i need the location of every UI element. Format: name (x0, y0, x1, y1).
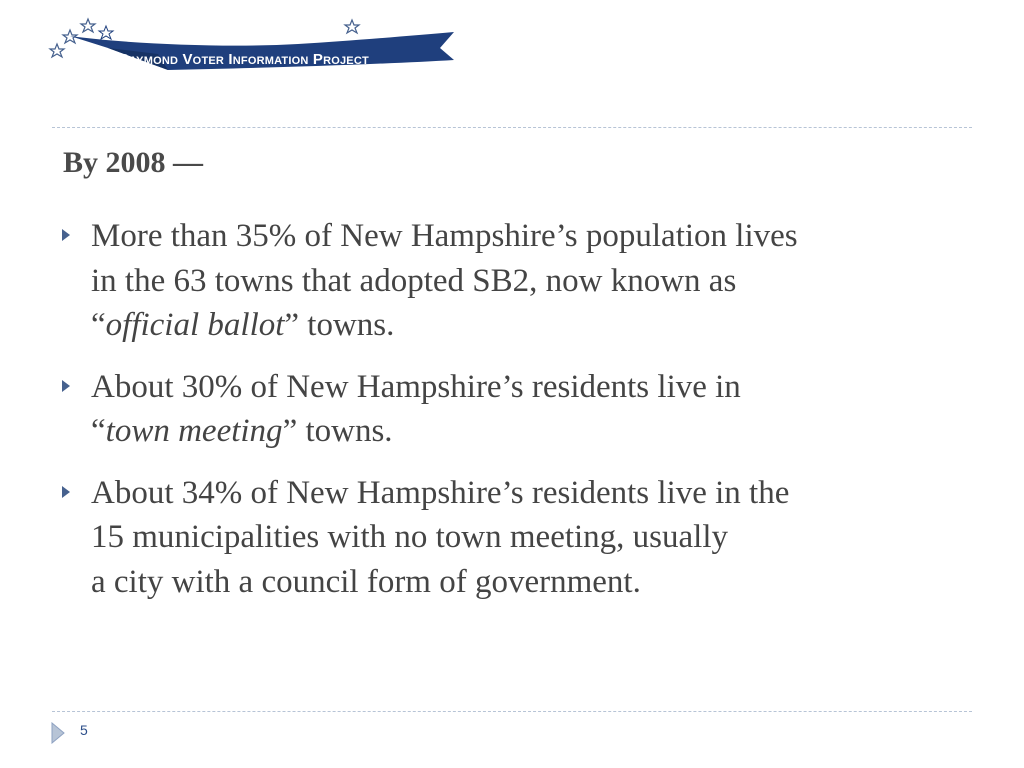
quote-close: ” towns. (284, 307, 395, 343)
list-item (62, 471, 982, 605)
list-item (62, 365, 982, 454)
logo-banner (48, 14, 458, 74)
star-icon (81, 19, 95, 32)
bullet-list (62, 214, 982, 621)
quote-close: ” towns. (282, 413, 393, 449)
bullet-line: 15 municipalities with no town meeting, usually (91, 519, 729, 555)
bullet-line: a city with a council form of government. (91, 563, 641, 600)
star-icon (345, 20, 359, 33)
bullet-line: More than 35% of New Hampshire’s population lives (91, 218, 798, 254)
bullet-arrow-icon (62, 229, 70, 241)
bullet-line: About 34% of New Hampshire’s residents live in the (91, 474, 790, 511)
top-divider (52, 127, 972, 128)
emphasis-text: town meeting (105, 413, 283, 449)
bullet-line: About 30% of New Hampshire’s residents live in (91, 368, 741, 405)
star-icon (63, 30, 77, 43)
bottom-divider (52, 711, 972, 712)
bullet-arrow-icon (62, 380, 70, 392)
star-icon (99, 26, 113, 39)
footer-arrow-icon (51, 722, 65, 744)
page-number: 5 (80, 722, 88, 738)
quote-open: “ (91, 413, 106, 449)
logo-text: Raymond Voter Information Project (118, 51, 369, 68)
bullet-arrow-icon (62, 486, 70, 498)
emphasis-text: official ballot (105, 307, 285, 343)
quote-open: “ (91, 307, 106, 343)
star-icon (50, 44, 64, 57)
list-item (62, 214, 982, 348)
slide-heading: By 2008 — (63, 146, 204, 179)
bullet-line: in the 63 towns that adopted SB2, now known as (91, 262, 737, 299)
